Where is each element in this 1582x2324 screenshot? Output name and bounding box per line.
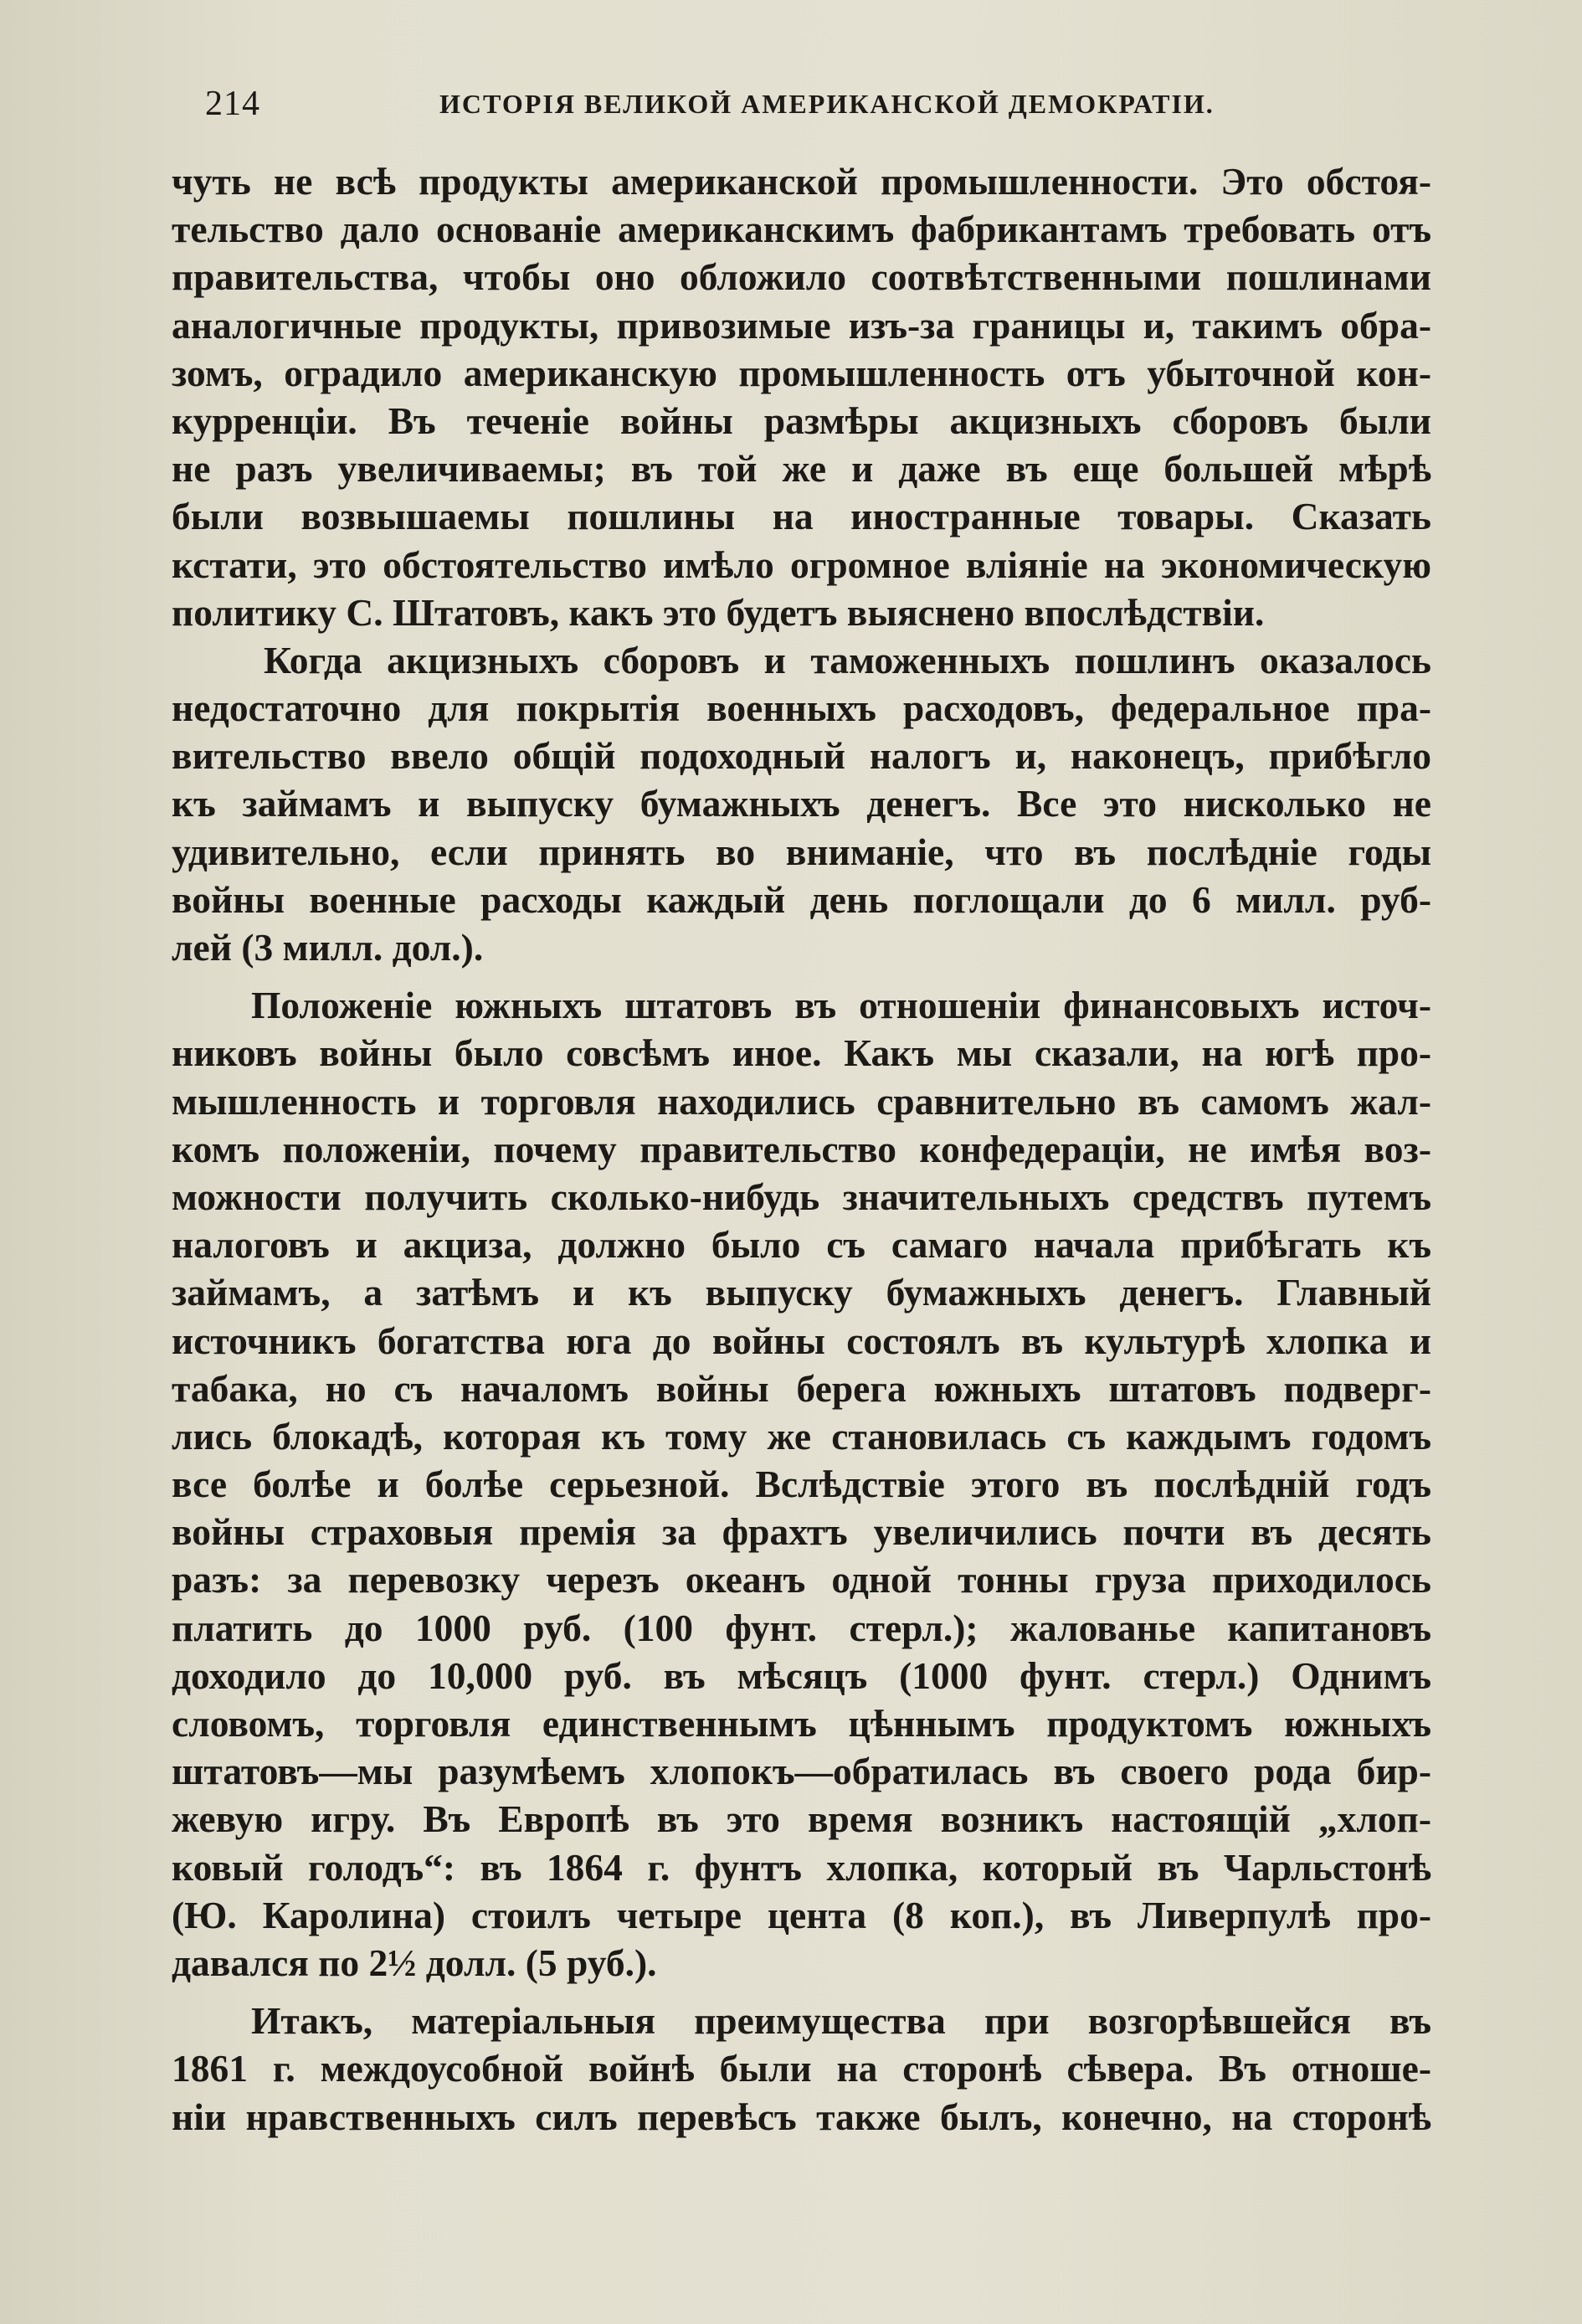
body-text — [172, 157, 1431, 2141]
text-line: налоговъ и акциза, должно было съ самаго начала прибѣгать къ — [172, 1223, 1431, 1267]
paragraph-gap — [172, 1987, 1431, 1997]
page-header — [205, 84, 1235, 134]
text-line: политику С. Штатовъ, какъ это будетъ выяснено впослѣдствіи. — [172, 590, 1265, 634]
text-line: (Ю. Каролина) стоилъ четыре цента (8 коп.), въ Ливерпулѣ про- — [172, 1893, 1431, 1936]
text-line: Итакъ, матеріальныя преимущества при возгорѣвшейся въ — [251, 1999, 1431, 2043]
text-line: чуть не всѣ продукты американской промышленности. Это обстоя- — [172, 160, 1431, 203]
text-line: зомъ, оградило американскую промышленность отъ убыточной кон- — [172, 351, 1431, 394]
text-line: Положеніе южныхъ штатовъ въ отношеніи финансовыхъ источ- — [251, 984, 1431, 1027]
text-line: лись блокадѣ, которая къ тому же становилась съ каждымъ годомъ — [172, 1414, 1431, 1458]
text-line: не разъ увеличиваемы; въ той же и даже въ еще большей мѣрѣ — [172, 447, 1431, 491]
text-line: къ займамъ и выпуску бумажныхъ денегъ. Все это нисколько не — [172, 782, 1431, 825]
text-line: 1861 г. междоусобной войнѣ были на сторонѣ сѣвера. Въ отноше- — [172, 2047, 1431, 2090]
text-line: никовъ войны было совсѣмъ иное. Какъ мы сказали, на югѣ про- — [172, 1031, 1431, 1075]
text-line: тельство дало основаніе американскимъ фабрикантамъ требовать отъ — [172, 208, 1431, 251]
text-line: табака, но съ началомъ войны берега южныхъ штатовъ подверг- — [172, 1366, 1431, 1410]
text-line: ніи нравственныхъ силъ перевѣсъ также былъ, конечно, на сторонѣ — [172, 2095, 1431, 2138]
paragraph-2 — [172, 636, 1431, 971]
text-line: курренціи. Въ теченіе войны размѣры акцизныхъ сборовъ были — [172, 398, 1431, 442]
paragraph-gap — [172, 971, 1431, 981]
text-line: были возвышаемы пошлины на иностранные товары. Сказать — [172, 495, 1431, 538]
text-line: жевую игру. Въ Европѣ въ это время возникъ настоящій „хлоп- — [172, 1797, 1431, 1841]
running-title: ИСТОРІЯ ВЕЛИКОЙ АМЕРИКАНСКОЙ ДЕМОКРАТІИ. — [439, 89, 1215, 119]
text-line: недостаточно для покрытія военныхъ расходовъ, федеральное пра- — [172, 686, 1431, 730]
text-line: источникъ богатства юга до войны состоялъ въ культурѣ хлопка и — [172, 1319, 1431, 1362]
text-line: ковый голодъ“: въ 1864 г. фунтъ хлопка, который въ Чарльстонѣ — [172, 1845, 1431, 1889]
text-line: доходило до 10,000 руб. въ мѣсяцъ (1000 фунт. стерл.) Однимъ — [172, 1653, 1431, 1697]
text-line: разъ: за перевозку черезъ океанъ одной тонны груза приходилось — [172, 1558, 1431, 1602]
text-line: все болѣе и болѣе серьезной. Вслѣдствіе этого въ послѣдній годъ — [172, 1463, 1431, 1506]
text-line: можности получить сколько-нибудь значительныхъ средствъ путемъ — [172, 1175, 1431, 1218]
text-line: войны страховыя премія за фрахтъ увеличились почти въ десять — [172, 1510, 1431, 1554]
paragraph-4 — [172, 1997, 1431, 2141]
text-line: кстати, это обстоятельство имѣло огромное вліяніе на экономическую — [172, 542, 1431, 586]
text-line: войны военные расходы каждый день поглощали до 6 милл. руб- — [172, 877, 1431, 921]
text-line: мышленность и торговля находились сравнительно въ самомъ жал- — [172, 1079, 1431, 1123]
text-line: удивительно, если принять во вниманіе, что въ послѣдніе годы — [172, 830, 1431, 873]
text-line: штатовъ—мы разумѣемъ хлопокъ—обратилась въ своего рода бир- — [172, 1750, 1431, 1793]
text-line: лей (3 милл. дол.). — [172, 926, 484, 969]
text-line: комъ положеніи, почему правительство конфедераціи, не имѣя воз- — [172, 1127, 1431, 1170]
paragraph-3 — [172, 981, 1431, 1987]
text-line: платить до 1000 руб. (100 фунт. стерл.); жалованье капитановъ — [172, 1606, 1431, 1649]
page-number: 214 — [205, 85, 260, 123]
paragraph-1 — [172, 157, 1431, 636]
text-line: аналогичные продукты, привозимые изъ-за границы и, такимъ обра- — [172, 303, 1431, 347]
text-line: Когда акцизныхъ сборовъ и таможенныхъ пошлинъ оказалось — [264, 638, 1431, 681]
text-line: вительство ввело общій подоходный налогъ и, наконецъ, прибѣгло — [172, 734, 1431, 778]
text-line: давался по 2½ долл. (5 руб.). — [172, 1941, 657, 1984]
text-line: правительства, чтобы оно обложило соотвѣтственными пошлинами — [172, 255, 1431, 299]
text-line: займамъ, а затѣмъ и къ выпуску бумажныхъ денегъ. Главный — [172, 1271, 1431, 1314]
text-line: словомъ, торговля единственнымъ цѣннымъ продуктомъ южныхъ — [172, 1702, 1431, 1745]
